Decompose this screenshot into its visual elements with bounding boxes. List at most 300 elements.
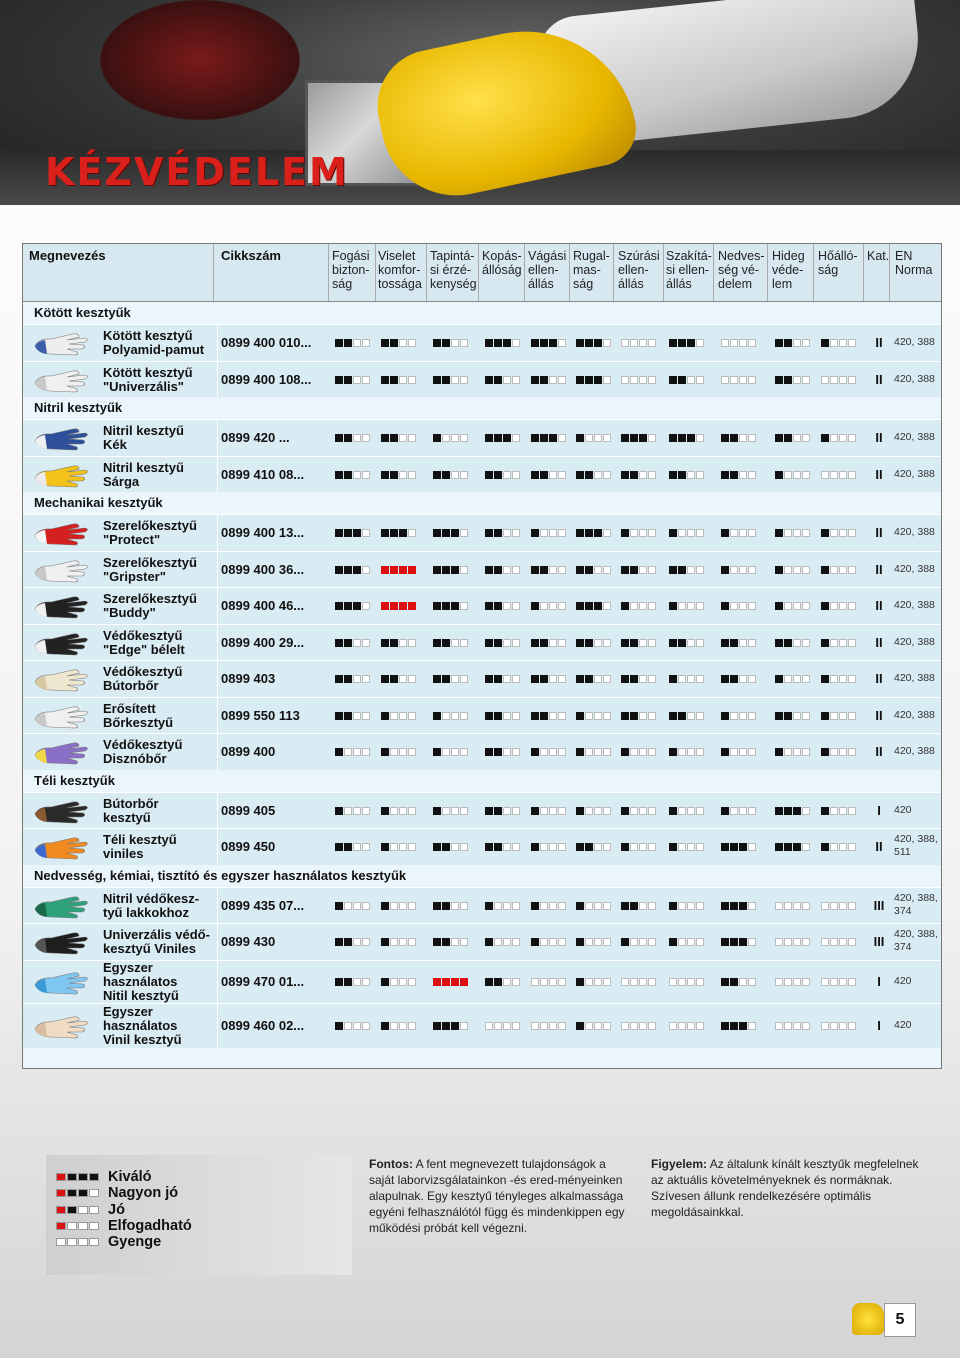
rating-dots <box>531 807 570 817</box>
rating-square <box>494 902 502 910</box>
rating-dots <box>433 602 472 612</box>
rating-square <box>549 902 557 910</box>
rating-square <box>678 712 686 720</box>
en-norm: 420, 388 <box>894 745 935 758</box>
rating-square <box>576 675 584 683</box>
rating-square <box>585 1022 593 1030</box>
rating-square <box>531 843 539 851</box>
rating-dots <box>821 376 860 386</box>
rating-square <box>353 639 361 647</box>
rating-square <box>793 566 801 574</box>
en-norm: 420, 388 <box>894 372 935 385</box>
code-divider <box>217 829 218 866</box>
table-row <box>23 960 941 1005</box>
rating-square <box>460 566 468 574</box>
rating-square <box>730 675 738 683</box>
rating-square <box>390 712 398 720</box>
rating-dots <box>531 712 570 722</box>
rating-square <box>639 843 647 851</box>
rating-dots <box>335 434 374 444</box>
rating-square <box>335 902 343 910</box>
rating-square <box>558 376 566 384</box>
code-divider <box>217 793 218 830</box>
rating-square <box>549 807 557 815</box>
rating-square <box>503 978 511 986</box>
rating-square <box>748 675 756 683</box>
rating-dots <box>381 902 420 912</box>
rating-square <box>669 843 677 851</box>
rating-square <box>549 639 557 647</box>
rating-square <box>603 843 611 851</box>
rating-square <box>830 675 838 683</box>
rating-square <box>839 978 847 986</box>
rating-dots <box>576 602 615 612</box>
rating-square <box>775 602 783 610</box>
rating-square <box>603 675 611 683</box>
rating-square <box>442 807 450 815</box>
category-kat: II <box>875 430 883 446</box>
rating-square <box>621 938 629 946</box>
rating-square <box>648 434 656 442</box>
rating-square <box>630 529 638 537</box>
rating-square <box>839 938 847 946</box>
rating-square <box>451 566 459 574</box>
rating-square <box>630 748 638 756</box>
rating-square <box>390 639 398 647</box>
category-kat: III <box>873 897 885 913</box>
rating-square <box>362 339 370 347</box>
code-divider <box>217 362 218 399</box>
rating-square <box>344 1022 352 1030</box>
rating-square <box>730 902 738 910</box>
rating-square <box>451 843 459 851</box>
rating-square <box>512 807 520 815</box>
rating-square <box>784 434 792 442</box>
rating-square <box>335 566 343 574</box>
rating-dots <box>621 529 660 539</box>
rating-square <box>558 807 566 815</box>
rating-dots <box>669 1022 708 1032</box>
rating-square <box>678 843 686 851</box>
rating-square <box>603 376 611 384</box>
rating-square <box>381 566 389 574</box>
rating-square <box>442 602 450 610</box>
code-divider <box>217 420 218 457</box>
rating-square <box>399 675 407 683</box>
rating-square <box>839 639 847 647</box>
rating-square <box>594 602 602 610</box>
rating-square <box>362 807 370 815</box>
rating-square <box>775 529 783 537</box>
rating-square <box>821 529 829 537</box>
rating-square <box>512 602 520 610</box>
rating-square <box>739 938 747 946</box>
rating-dots <box>576 566 615 576</box>
rating-square <box>390 675 398 683</box>
rating-square <box>802 566 810 574</box>
rating-square <box>442 902 450 910</box>
rating-square <box>839 843 847 851</box>
rating-square <box>802 376 810 384</box>
header-divider <box>813 244 814 301</box>
rating-square <box>460 639 468 647</box>
rating-square <box>585 639 593 647</box>
rating-square <box>630 843 638 851</box>
rating-square <box>494 1022 502 1030</box>
rating-square <box>848 938 856 946</box>
header-prop: Vágási ellen- állás <box>528 249 567 291</box>
rating-square <box>433 602 441 610</box>
rating-square <box>603 339 611 347</box>
rating-square <box>558 471 566 479</box>
rating-square <box>540 639 548 647</box>
rating-square <box>696 712 704 720</box>
rating-dots <box>721 566 760 576</box>
rating-square <box>576 938 584 946</box>
rating-square <box>784 843 792 851</box>
en-norm: 420, 388 <box>894 467 935 480</box>
rating-square <box>687 938 695 946</box>
rating-dots <box>335 675 374 685</box>
rating-square <box>678 938 686 946</box>
rating-square <box>558 675 566 683</box>
rating-square <box>730 807 738 815</box>
rating-square <box>485 566 493 574</box>
rating-square <box>748 712 756 720</box>
rating-square <box>775 748 783 756</box>
rating-square <box>558 434 566 442</box>
rating-square <box>540 376 548 384</box>
rating-square <box>848 471 856 479</box>
rating-square <box>775 675 783 683</box>
header-divider <box>426 244 427 301</box>
rating-square <box>784 978 792 986</box>
rating-square <box>451 978 459 986</box>
rating-square <box>594 807 602 815</box>
rating-square <box>687 902 695 910</box>
rating-square <box>399 978 407 986</box>
rating-square <box>839 471 847 479</box>
rating-square <box>748 807 756 815</box>
rating-square <box>621 712 629 720</box>
rating-square <box>451 938 459 946</box>
rating-square <box>460 843 468 851</box>
en-norm: 420, 388 <box>894 526 935 539</box>
rating-square <box>730 529 738 537</box>
rating-square <box>603 807 611 815</box>
rating-square <box>362 675 370 683</box>
product-code: 0899 420 ... <box>221 430 290 446</box>
rating-dots <box>576 807 615 817</box>
rating-square <box>442 434 450 442</box>
rating-square <box>494 566 502 574</box>
rating-square <box>408 434 416 442</box>
rating-square <box>730 712 738 720</box>
rating-square <box>839 712 847 720</box>
rating-square <box>576 529 584 537</box>
rating-square <box>451 902 459 910</box>
table-header <box>23 244 941 302</box>
note-figyelem: Figyelem: Az általunk kínált kesztyűk megfelelnek az aktuális követelményeknek és normáknak. Szívesen állunk rendelkezésére optimális megoldásainkkal. <box>651 1157 919 1219</box>
rating-square <box>621 471 629 479</box>
rating-square <box>721 529 729 537</box>
rating-square <box>549 376 557 384</box>
rating-square <box>576 566 584 574</box>
rating-dots <box>433 376 472 386</box>
rating-dots <box>621 471 660 481</box>
rating-square <box>669 807 677 815</box>
rating-dots <box>669 675 708 685</box>
rating-dots <box>485 843 524 853</box>
rating-square <box>775 978 783 986</box>
category-kat: I <box>877 974 881 990</box>
rating-square <box>344 602 352 610</box>
page-title: KÉZVÉDELEM <box>45 150 349 194</box>
rating-square <box>739 748 747 756</box>
table-row <box>23 419 941 457</box>
rating-dots <box>433 339 472 349</box>
rating-square <box>739 602 747 610</box>
rating-square <box>648 339 656 347</box>
rating-square <box>576 376 584 384</box>
rating-square <box>821 938 829 946</box>
section-heading: Mechanikai kesztyűk <box>23 492 941 514</box>
rating-square <box>839 748 847 756</box>
category-kat: II <box>875 371 883 387</box>
rating-square <box>721 376 729 384</box>
rating-square <box>442 1022 450 1030</box>
rating-dots <box>576 639 615 649</box>
code-divider <box>217 698 218 735</box>
rating-dots <box>381 938 420 948</box>
rating-square <box>594 639 602 647</box>
rating-square <box>784 339 792 347</box>
rating-square <box>721 434 729 442</box>
rating-dots <box>485 902 524 912</box>
rating-square <box>802 843 810 851</box>
rating-square <box>802 529 810 537</box>
rating-square <box>669 938 677 946</box>
rating-square <box>408 339 416 347</box>
rating-dots <box>669 339 708 349</box>
rating-dots <box>669 748 708 758</box>
rating-dots <box>335 902 374 912</box>
rating-square <box>485 376 493 384</box>
rating-square <box>687 471 695 479</box>
product-name: Nitril védőkesz- tyű lakkokhoz <box>103 890 200 920</box>
rating-square <box>784 712 792 720</box>
header-divider <box>213 244 214 301</box>
glove-thumbnail <box>33 664 91 694</box>
rating-square <box>621 434 629 442</box>
rating-square <box>390 978 398 986</box>
category-kat: I <box>877 802 881 818</box>
rating-square <box>848 712 856 720</box>
rating-square <box>433 339 441 347</box>
rating-square <box>503 471 511 479</box>
rating-square <box>739 566 747 574</box>
table-row <box>23 551 941 589</box>
rating-square <box>381 978 389 986</box>
rating-square <box>721 938 729 946</box>
rating-square <box>335 675 343 683</box>
rating-square <box>399 471 407 479</box>
rating-square <box>669 471 677 479</box>
rating-square <box>531 376 539 384</box>
rating-square <box>687 639 695 647</box>
rating-square <box>399 434 407 442</box>
rating-square <box>399 938 407 946</box>
rating-square <box>353 376 361 384</box>
rating-square <box>687 566 695 574</box>
rating-dots <box>485 978 524 988</box>
product-code: 0899 400 13... <box>221 525 305 541</box>
rating-square <box>739 712 747 720</box>
rating-square <box>802 471 810 479</box>
rating-dots <box>821 712 860 722</box>
rating-square <box>621 902 629 910</box>
rating-square <box>802 807 810 815</box>
rating-square <box>639 471 647 479</box>
rating-square <box>451 602 459 610</box>
rating-square <box>408 529 416 537</box>
en-norm: 420 <box>894 1018 912 1031</box>
rating-square <box>344 675 352 683</box>
rating-dots <box>485 471 524 481</box>
rating-square <box>335 978 343 986</box>
rating-square <box>648 675 656 683</box>
rating-dots <box>821 675 860 685</box>
category-kat: II <box>875 634 883 650</box>
rating-square <box>585 376 593 384</box>
rating-square <box>512 675 520 683</box>
rating-dots <box>669 807 708 817</box>
rating-square <box>839 566 847 574</box>
rating-square <box>739 978 747 986</box>
rating-square <box>390 807 398 815</box>
product-name: Kötött kesztyű Polyamid-pamut <box>103 328 205 358</box>
rating-square <box>433 807 441 815</box>
rating-square <box>639 938 647 946</box>
rating-dots <box>381 807 420 817</box>
rating-square <box>639 675 647 683</box>
rating-square <box>442 339 450 347</box>
rating-square <box>451 807 459 815</box>
rating-square <box>485 339 493 347</box>
rating-square <box>558 978 566 986</box>
table-row <box>23 587 941 625</box>
rating-square <box>485 712 493 720</box>
rating-square <box>558 339 566 347</box>
rating-square <box>669 712 677 720</box>
rating-square <box>802 1022 810 1030</box>
rating-square <box>540 602 548 610</box>
rating-square <box>451 339 459 347</box>
rating-square <box>433 938 441 946</box>
rating-square <box>451 471 459 479</box>
product-code: 0899 430 <box>221 934 276 950</box>
rating-square <box>362 529 370 537</box>
rating-square <box>784 566 792 574</box>
table-row <box>23 660 941 698</box>
rating-square <box>335 712 343 720</box>
rating-square <box>678 529 686 537</box>
rating-square <box>558 602 566 610</box>
rating-square <box>540 675 548 683</box>
rating-square <box>335 639 343 647</box>
product-code: 0899 450 <box>221 839 276 855</box>
rating-square <box>451 376 459 384</box>
rating-square <box>830 843 838 851</box>
rating-dots <box>433 938 472 948</box>
rating-square <box>678 675 686 683</box>
rating-square <box>558 712 566 720</box>
rating-square <box>793 675 801 683</box>
rating-dots <box>821 566 860 576</box>
rating-square <box>748 1022 756 1030</box>
rating-square <box>687 339 695 347</box>
rating-square <box>793 376 801 384</box>
rating-dots <box>381 712 420 722</box>
section-heading: Kötött kesztyűk <box>23 302 941 324</box>
category-kat: II <box>875 335 883 351</box>
rating-square <box>353 938 361 946</box>
category-kat: II <box>875 707 883 723</box>
rating-square <box>381 529 389 537</box>
rating-dots <box>621 339 660 349</box>
rating-square <box>802 712 810 720</box>
rating-square <box>549 748 557 756</box>
rating-dots <box>381 376 420 386</box>
rating-square <box>549 529 557 537</box>
rating-square <box>739 376 747 384</box>
rating-square <box>793 434 801 442</box>
rating-square <box>793 1022 801 1030</box>
rating-square <box>344 712 352 720</box>
product-code: 0899 400 <box>221 744 276 760</box>
rating-square <box>494 376 502 384</box>
rating-dots <box>433 529 472 539</box>
rating-square <box>739 675 747 683</box>
rating-square <box>353 566 361 574</box>
glove-thumbnail <box>33 737 91 767</box>
rating-square <box>558 902 566 910</box>
rating-dots <box>721 471 760 481</box>
rating-dots <box>576 675 615 685</box>
rating-square <box>621 602 629 610</box>
rating-square <box>540 938 548 946</box>
rating-square <box>362 748 370 756</box>
rating-square <box>603 938 611 946</box>
rating-square <box>335 434 343 442</box>
en-norm: 420, 388 <box>894 708 935 721</box>
rating-square <box>594 376 602 384</box>
rating-square <box>585 902 593 910</box>
rating-square <box>730 843 738 851</box>
rating-square <box>775 639 783 647</box>
rating-dots <box>485 602 524 612</box>
rating-square <box>821 675 829 683</box>
rating-square <box>639 339 647 347</box>
rating-square <box>848 639 856 647</box>
rating-square <box>748 434 756 442</box>
rating-dots <box>576 1022 615 1032</box>
rating-dots <box>775 339 814 349</box>
rating-square <box>390 434 398 442</box>
rating-square <box>839 807 847 815</box>
rating-square <box>531 639 539 647</box>
rating-dots <box>381 748 420 758</box>
